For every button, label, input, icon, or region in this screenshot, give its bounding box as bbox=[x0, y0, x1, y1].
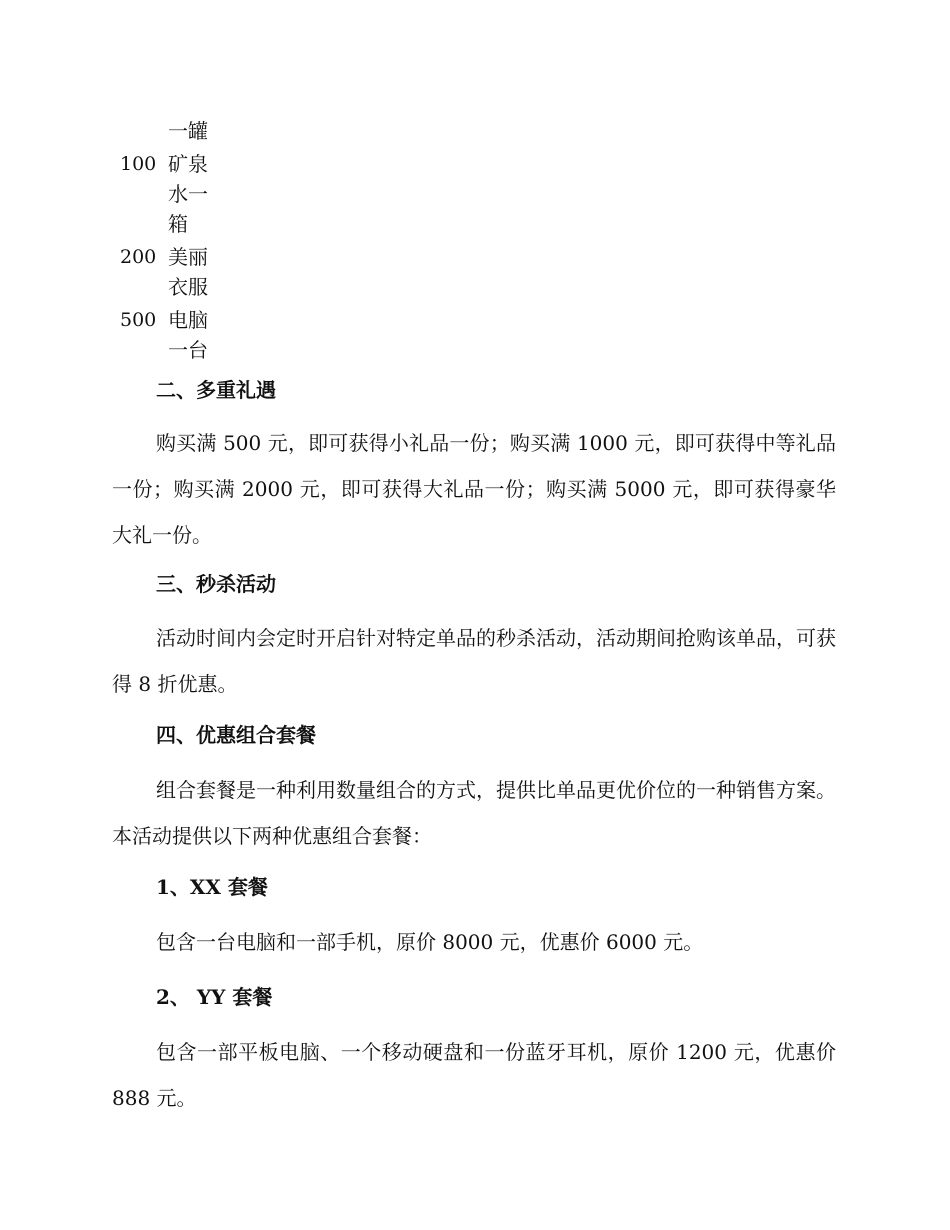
gift-item: 矿泉水一箱 bbox=[168, 152, 208, 236]
gift-item: 一罐 bbox=[168, 119, 208, 143]
gift-item: 美丽衣服 bbox=[168, 245, 208, 299]
section-body-flash-sale: 活动时间内会定时开启针对特定单品的秒杀活动，活动期间抢购该单品，可获得 8 折优惠。 bbox=[112, 626, 836, 696]
gift-amount: 100 bbox=[120, 153, 157, 175]
section-heading-multi-gift: 二、多重礼遇 bbox=[156, 378, 276, 402]
section-heading-package-yy: 2、 YY 套餐 bbox=[156, 985, 273, 1009]
section-body-package-xx: 包含一台电脑和一部手机，原价 8000 元，优惠价 6000 元。 bbox=[156, 930, 704, 954]
gift-amount: 500 bbox=[120, 309, 157, 331]
gift-table bbox=[112, 116, 232, 365]
gift-item: 电脑一台 bbox=[168, 308, 208, 362]
gift-amount: 200 bbox=[120, 246, 157, 268]
section-body-bundle: 组合套餐是一种利用数量组合的方式，提供比单品更优价位的一种销售方案。本活动提供以下两种优惠组合套餐： bbox=[112, 778, 836, 848]
table-row bbox=[112, 305, 232, 365]
section-heading-flash-sale: 三、秒杀活动 bbox=[156, 572, 276, 596]
section-body-multi-gift: 购买满 500 元，即可获得小礼品一份；购买满 1000 元，即可获得中等礼品一份；购买满 2000 元，即可获得大礼品一份；购买满 5000 元，即可获得豪华大礼一份。 bbox=[112, 431, 836, 547]
section-heading-package-xx: 1、XX 套餐 bbox=[156, 875, 268, 899]
table-row bbox=[112, 149, 232, 239]
section-body-package-yy: 包含一部平板电脑、一个移动硬盘和一份蓝牙耳机，原价 1200 元，优惠价 888 元。 bbox=[112, 1040, 836, 1110]
table-row bbox=[112, 242, 232, 302]
section-heading-bundle: 四、优惠组合套餐 bbox=[156, 723, 316, 747]
table-row bbox=[112, 116, 232, 146]
